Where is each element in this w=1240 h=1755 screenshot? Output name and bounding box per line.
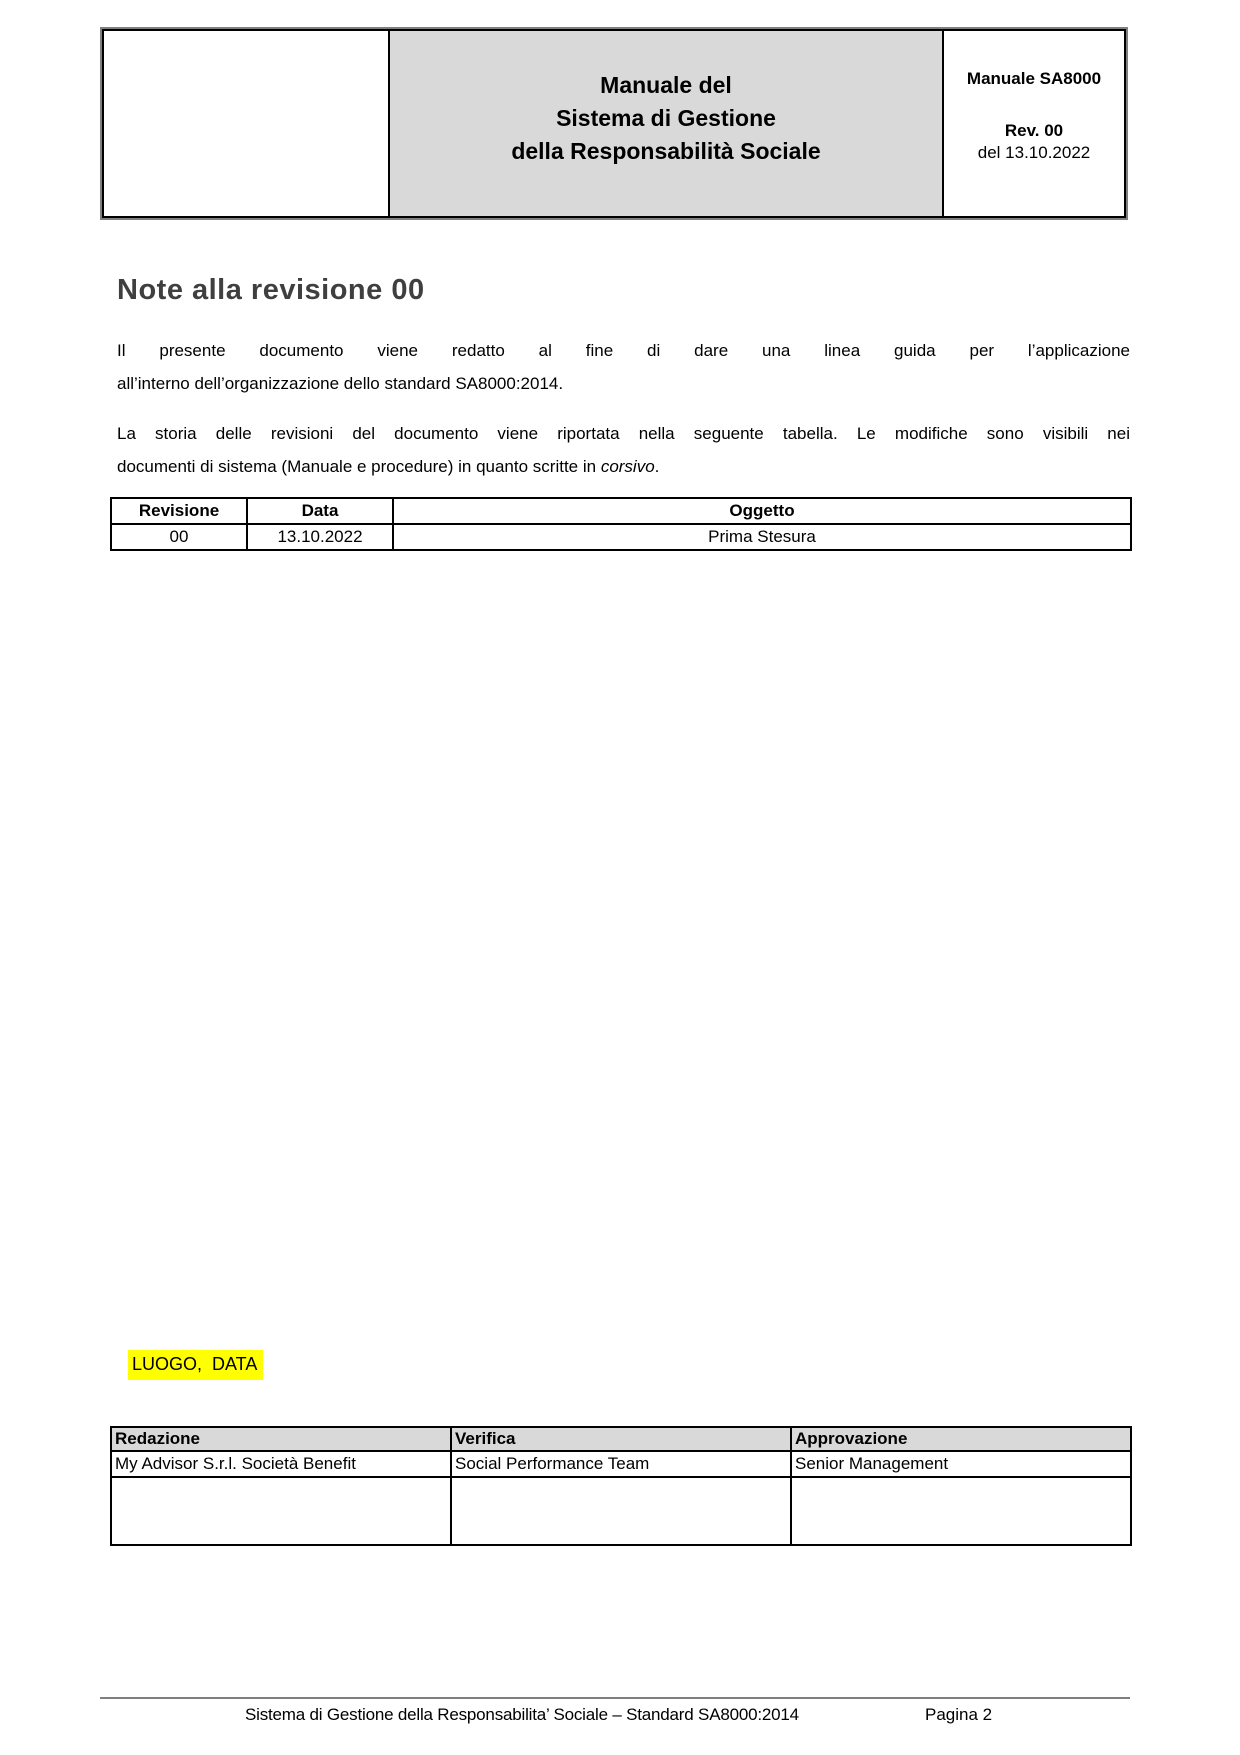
- paragraph-revisions-line-2: [117, 450, 1130, 483]
- approvazione-cell: Senior Management: [791, 1451, 1131, 1477]
- redazione-column-header: Redazione: [111, 1427, 451, 1451]
- title-line-2: Sistema di Gestione: [556, 105, 776, 131]
- subject-cell: Prima Stesura: [393, 524, 1131, 550]
- title-line-1: Manuale del: [600, 72, 732, 98]
- title-line-3: della Responsabilità Sociale: [511, 138, 821, 164]
- revision-number: Rev. 00: [1004, 121, 1064, 140]
- document-header-table: [100, 27, 1128, 220]
- paragraph-revisions-period: .: [654, 457, 660, 476]
- redazione-cell: My Advisor S.r.l. Società Benefit: [111, 1451, 451, 1477]
- revision-table-header-row: [111, 498, 1131, 524]
- approval-table: [110, 1426, 1132, 1546]
- redazione-signature-cell: [111, 1477, 451, 1545]
- verifica-cell: Social Performance Team: [451, 1451, 791, 1477]
- signature-row: [111, 1477, 1131, 1545]
- approvazione-signature-cell: [791, 1477, 1131, 1545]
- date-cell: 13.10.2022: [247, 524, 393, 550]
- logo-placeholder: [104, 31, 390, 216]
- paragraph-revisions-italic-word: corsivo: [600, 457, 655, 476]
- footer-page-number: Pagina 2: [925, 1705, 993, 1724]
- footer-divider: [100, 1697, 1130, 1699]
- revision-cell: 00: [111, 524, 247, 550]
- paragraph-intro-line-2: all’interno dell’organizzazione dello standard SA8000:2014.: [117, 374, 564, 393]
- paragraph-intro-line-1: Il presente documento viene redatto al fine di dare una linea guida per l’applicazione: [117, 341, 1130, 360]
- revision-column-header: Revisione: [111, 498, 247, 524]
- verifica-column-header: Verifica: [451, 1427, 791, 1451]
- place-date-highlight: LUOGO, DATA: [128, 1350, 263, 1380]
- paragraph-intro: [117, 334, 1130, 400]
- subject-column-header: Oggetto: [393, 498, 1131, 524]
- table-row: [111, 1451, 1131, 1477]
- verifica-signature-cell: [451, 1477, 791, 1545]
- paragraph-revisions: [117, 417, 1130, 483]
- document-meta: [944, 31, 1124, 216]
- doc-code: Manuale SA8000: [966, 69, 1102, 88]
- document-header-inner: [102, 29, 1126, 218]
- approval-table-header-row: [111, 1427, 1131, 1451]
- paragraph-revisions-line-2-text: documenti di sistema (Manuale e procedure) in quanto scritte in: [117, 457, 601, 476]
- revision-history-table: [110, 497, 1132, 551]
- date-column-header: Data: [247, 498, 393, 524]
- revision-date: del 13.10.2022: [977, 143, 1091, 162]
- paragraph-revisions-line-1: La storia delle revisioni del documento viene riportata nella seguente tabella. Le modifiche sono visibili nei: [117, 424, 1130, 443]
- table-row: [111, 524, 1131, 550]
- page-title: Note alla revisione 00: [117, 274, 425, 306]
- approvazione-column-header: Approvazione: [791, 1427, 1131, 1451]
- footer-text: Sistema di Gestione della Responsabilita’ Sociale – Standard SA8000:2014: [245, 1705, 799, 1724]
- document-title: [390, 31, 944, 216]
